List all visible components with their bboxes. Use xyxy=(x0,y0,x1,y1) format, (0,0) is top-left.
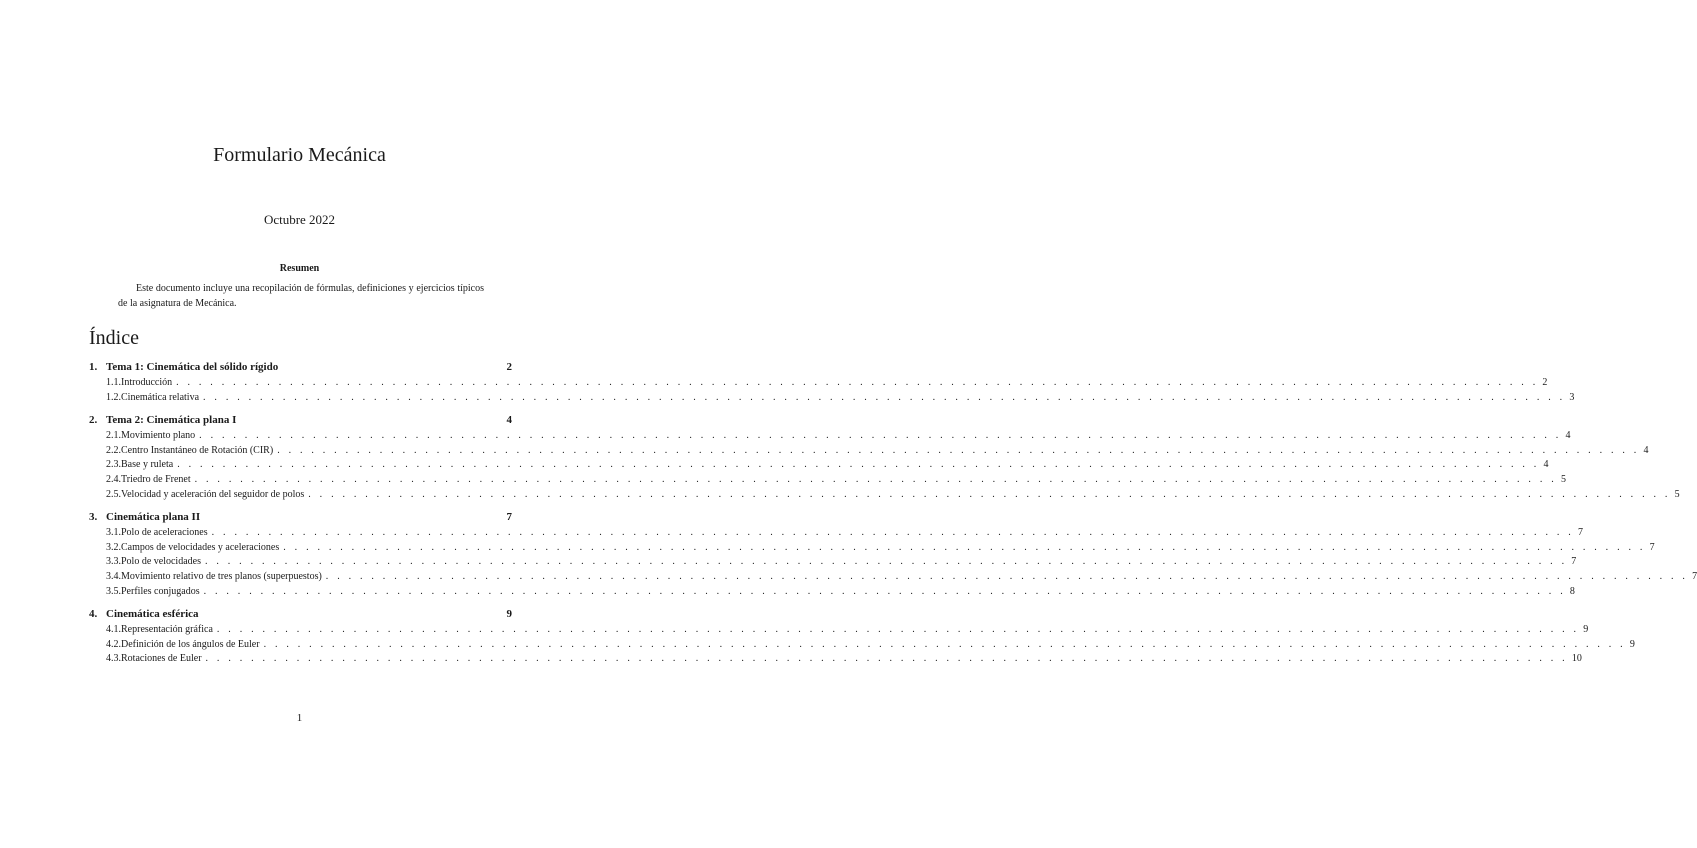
toc-subsection-page: 9 xyxy=(1583,624,1589,636)
toc-subsection-entry[interactable] xyxy=(89,488,1680,504)
toc-subsection-number: 2.2. xyxy=(106,444,121,456)
toc-subsection-title: Representación gráfica xyxy=(121,624,213,636)
toc-subsection-title: Polo de aceleraciones xyxy=(121,527,208,539)
toc-subsection-page: 4 xyxy=(1543,459,1549,471)
toc-subsection-title: Movimiento plano xyxy=(121,430,196,442)
toc-dot-leader: . . . . . . . . . . . . . . . . . . . . . . . . . . . . . . . . . . . . . . . . . . . . . . . . . . . . . . . . . . . . . . . . . . . . . . . . . . . . . . . . . . . . . . . . . . . . . . . . . . . . . . . . . . . . . . . . . . . . . . . . xyxy=(177,459,1540,471)
toc-subsection-number: 4.1. xyxy=(106,624,121,636)
toc-subsection-entry[interactable] xyxy=(89,527,1583,542)
toc-dot-leader: . . . . . . . . . . . . . . . . . . . . . . . . . . . . . . . . . . . . . . . . . . . . . . . . . . . . . . . . . . . . . . . . . . . . . . . . . . . . . . . . . . . . . . . . . . . . . . . . . . . . . . . . . . . . . . . . . . . . . . . . xyxy=(203,585,1566,597)
toc-subsection-entry[interactable] xyxy=(89,556,1577,571)
toc-subsection-title: Perfiles conjugados xyxy=(121,585,200,597)
toc-subsection-number: 4.2. xyxy=(106,638,121,650)
toc-dot-leader: . . . . . . . . . . . . . . . . . . . . . . . . . . . . . . . . . . . . . . . . . . . . . . . . . . . . . . . . . . . . . . . . . . . . . . . . . . . . . . . . . . . . . . . . . . . . . . . . . . . . . . . . . . . . . . . . . . . . . . . . xyxy=(176,377,1539,388)
toc-subsection-title: Centro Instantáneo de Rotación (CIR) xyxy=(121,444,274,456)
toc-subsection-title: Base y ruleta xyxy=(121,459,174,471)
toc-section-entry[interactable] xyxy=(89,361,512,377)
toc-subsection-number: 1.1. xyxy=(106,377,121,388)
toc-subsection-page: 5 xyxy=(1560,473,1566,485)
toc-subsection-number: 2.3. xyxy=(106,459,121,471)
toc-subsection-number: 1.2. xyxy=(106,391,121,403)
toc-subsection-entry[interactable] xyxy=(89,430,1571,445)
toc-section-entry[interactable] xyxy=(89,414,512,430)
toc-subsection-entry[interactable] xyxy=(89,624,1589,639)
toc-dot-leader: . . . . . . . . . . . . . . . . . . . . . . . . . . . . . . . . . . . . . . . . . . . . . . . . . . . . . . . . . . . . . . . . . . . . . . . . . . . . . . . . . . . . . . . . . . . . . . . . . . . . . . . . . . . . . . . . . . . . . . . . xyxy=(325,570,1689,582)
abstract-text: Este documento incluye una recopilación de fórmulas, definiciones y ejercicios típicos de la asignatura de Mecánica. xyxy=(118,283,484,309)
toc-dot-leader: . . . . . . . . . . . . . . . . . . . . . . . . . . . . . . . . . . . . . . . . . . . . . . . . . . . . . . . . . . . . . . . . . . . . . . . . . . . . . . . . . . . . . . . . . . . . . . . . . . . . . . . . . . . . . . . . . . . . . . . . xyxy=(204,556,1568,568)
toc-subsection-title: Rotaciones de Euler xyxy=(121,653,202,665)
toc-subsection-page: 2 xyxy=(1542,377,1548,388)
toc-subsection-number: 2.5. xyxy=(106,488,121,500)
toc-subsection-page: 7 xyxy=(1649,541,1655,553)
toc-heading: Índice xyxy=(89,327,139,349)
toc-dot-leader: . . . . . . . . . . . . . . . . . . . . . . . . . . . . . . . . . . . . . . . . . . . . . . . . . . . . . . . . . . . . . . . . . . . . . . . . . . . . . . . . . . . . . . . . . . . . . . . . . . . . . . . . . . . . . . . . . . . . . . . . xyxy=(263,638,1626,650)
abstract-heading: Resumen xyxy=(279,263,320,274)
toc-subsection-number: 3.2. xyxy=(106,541,121,553)
toc-dot-leader: . . . . . . . . . . . . . . . . . . . . . . . . . . . . . . . . . . . . . . . . . . . . . . . . . . . . . . . . . . . . . . . . . . . . . . . . . . . . . . . . . . . . . . . . . . . . . . . . . . . . . . . . . . . . . . . . . . . . . . . . xyxy=(216,624,1580,636)
toc-subsection-number: 2.4. xyxy=(106,473,121,485)
page-number: 1 xyxy=(296,712,303,724)
toc-section xyxy=(89,608,1635,668)
toc-subsection-title: Movimiento relativo de tres planos (superpuestos) xyxy=(121,570,322,582)
toc-subsection-page: 7 xyxy=(1571,556,1577,568)
toc-section xyxy=(89,511,1697,600)
toc-subsection-number: 2.1. xyxy=(106,430,121,442)
toc-subsection-entry[interactable] xyxy=(89,459,1549,474)
toc-subsection-title: Introducción xyxy=(121,377,173,388)
toc-subsection-page: 10 xyxy=(1571,653,1582,665)
toc-subsection-number: 3.3. xyxy=(106,556,121,568)
toc-dot-leader: . . . . . . . . . . . . . . . . . . . . . . . . . . . . . . . . . . . . . . . . . . . . . . . . . . . . . . . . . . . . . . . . . . . . . . . . . . . . . . . . . . . . . . . . . . . . . . . . . . . . . . . . . . . . . . . . . . . . . . . . xyxy=(283,541,1646,553)
toc-section-number: 1. xyxy=(89,361,98,373)
toc-section-title: Tema 1: Cinemática del sólido rígido xyxy=(106,361,279,373)
toc-section xyxy=(89,414,1680,503)
table-of-contents xyxy=(89,361,1697,676)
toc-subsection-entry[interactable] xyxy=(89,585,1575,601)
toc-subsection-number: 4.3. xyxy=(106,653,121,665)
toc-subsection-page: 9 xyxy=(1629,638,1635,650)
toc-subsection-title: Cinemática relativa xyxy=(121,391,200,403)
toc-subsection-title: Triedro de Frenet xyxy=(121,473,191,485)
toc-subsection-title: Polo de velocidades xyxy=(121,556,201,568)
toc-subsection-page: 5 xyxy=(1674,488,1680,500)
toc-subsection-entry[interactable] xyxy=(89,391,1575,407)
toc-dot-leader: . . . . . . . . . . . . . . . . . . . . . . . . . . . . . . . . . . . . . . . . . . . . . . . . . . . . . . . . . . . . . . . . . . . . . . . . . . . . . . . . . . . . . . . . . . . . . . . . . . . . . . . . . . . . . . . . . . . . . . . . xyxy=(277,444,1640,456)
toc-subsection-entry[interactable] xyxy=(89,570,1697,586)
toc-dot-leader: . . . . . . . . . . . . . . . . . . . . . . . . . . . . . . . . . . . . . . . . . . . . . . . . . . . . . . . . . . . . . . . . . . . . . . . . . . . . . . . . . . . . . . . . . . . . . . . . . . . . . . . . . . . . . . . . . . . . . . . . xyxy=(194,473,1557,485)
toc-subsection-title: Velocidad y aceleración del seguidor de polos xyxy=(121,488,305,500)
toc-section-page: 4 xyxy=(506,414,512,427)
toc-section xyxy=(89,361,1575,406)
toc-subsection-page: 4 xyxy=(1565,430,1571,442)
toc-section-number: 3. xyxy=(89,511,98,524)
toc-subsection-entry[interactable] xyxy=(89,541,1655,557)
toc-subsection-number: 3.5. xyxy=(106,585,121,597)
toc-subsection-page: 8 xyxy=(1569,585,1575,597)
toc-dot-leader: . . . . . . . . . . . . . . . . . . . . . . . . . . . . . . . . . . . . . . . . . . . . . . . . . . . . . . . . . . . . . . . . . . . . . . . . . . . . . . . . . . . . . . . . . . . . . . . . . . . . . . . . . . . . . . . . . . . . . . . . xyxy=(211,527,1574,539)
toc-subsection-page: 4 xyxy=(1643,444,1649,456)
toc-section-entry[interactable] xyxy=(89,608,512,624)
toc-subsection-entry[interactable] xyxy=(89,638,1635,654)
document-title: Formulario Mecánica xyxy=(213,144,386,166)
toc-subsection-page: 7 xyxy=(1692,570,1697,582)
toc-subsection-entry[interactable] xyxy=(89,444,1649,460)
toc-subsection-page: 3 xyxy=(1569,391,1575,403)
toc-section-entry[interactable] xyxy=(89,511,512,527)
toc-subsection-entry[interactable] xyxy=(89,473,1566,489)
toc-section-title: Cinemática esférica xyxy=(106,608,199,621)
document-date: Octubre 2022 xyxy=(263,212,336,227)
toc-section-number: 4. xyxy=(89,608,98,621)
toc-section-number: 2. xyxy=(89,414,98,427)
toc-section-page: 2 xyxy=(506,361,512,373)
toc-section-title: Tema 2: Cinemática plana I xyxy=(106,414,237,427)
toc-dot-leader: . . . . . . . . . . . . . . . . . . . . . . . . . . . . . . . . . . . . . . . . . . . . . . . . . . . . . . . . . . . . . . . . . . . . . . . . . . . . . . . . . . . . . . . . . . . . . . . . . . . . . . . . . . . . . . . . . . . . . . . . xyxy=(203,391,1566,403)
toc-subsection-number: 3.4. xyxy=(106,570,121,582)
toc-dot-leader: . . . . . . . . . . . . . . . . . . . . . . . . . . . . . . . . . . . . . . . . . . . . . . . . . . . . . . . . . . . . . . . . . . . . . . . . . . . . . . . . . . . . . . . . . . . . . . . . . . . . . . . . . . . . . . . . . . . . . . . . xyxy=(205,653,1568,665)
toc-subsection-title: Definición de los ángulos de Euler xyxy=(121,638,260,650)
toc-section-page: 7 xyxy=(506,511,512,524)
toc-section-page: 9 xyxy=(506,608,512,621)
toc-subsection-page: 7 xyxy=(1577,527,1583,539)
toc-subsection-title: Campos de velocidades y aceleraciones xyxy=(121,541,280,553)
toc-subsection-entry[interactable] xyxy=(89,377,1548,392)
toc-dot-leader: . . . . . . . . . . . . . . . . . . . . . . . . . . . . . . . . . . . . . . . . . . . . . . . . . . . . . . . . . . . . . . . . . . . . . . . . . . . . . . . . . . . . . . . . . . . . . . . . . . . . . . . . . . . . . . . . . . . . . . . . xyxy=(308,488,1671,500)
toc-section-title: Cinemática plana II xyxy=(106,511,201,524)
toc-subsection-number: 3.1. xyxy=(106,527,121,539)
toc-dot-leader: . . . . . . . . . . . . . . . . . . . . . . . . . . . . . . . . . . . . . . . . . . . . . . . . . . . . . . . . . . . . . . . . . . . . . . . . . . . . . . . . . . . . . . . . . . . . . . . . . . . . . . . . . . . . . . . . . . . . . . . . xyxy=(199,430,1562,442)
toc-subsection-entry[interactable] xyxy=(89,653,1582,668)
